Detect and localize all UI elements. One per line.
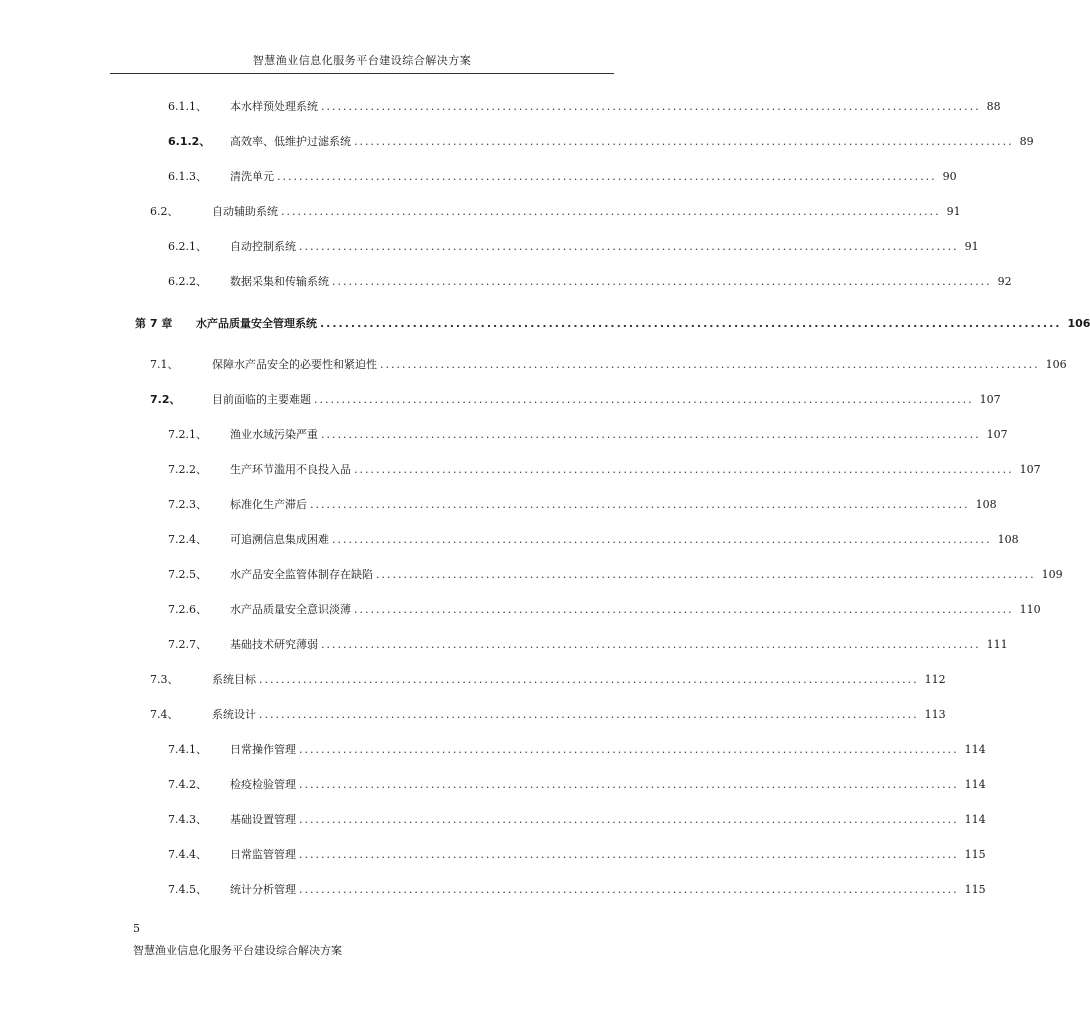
toc-entry-number: 7.2.6、 bbox=[168, 603, 207, 616]
toc-entry-page: 114 bbox=[964, 813, 986, 826]
toc-entry[interactable] bbox=[150, 391, 1001, 407]
toc-dot-leader: ........................................................................................................................ bbox=[299, 848, 959, 861]
toc-dot-leader: ........................................................................................................................ bbox=[299, 743, 959, 756]
toc-dot-leader: ........................................................................................................................ bbox=[281, 205, 941, 218]
toc-entry[interactable] bbox=[150, 671, 946, 687]
toc-entry-page: 107 bbox=[1019, 463, 1041, 476]
toc-dot-leader: ........................................................................................................................ bbox=[310, 498, 970, 511]
toc-entry-title: 基础技术研究薄弱 bbox=[230, 638, 318, 651]
toc-entry[interactable] bbox=[168, 636, 1008, 652]
toc-entry-title: 统计分析管理 bbox=[230, 883, 296, 896]
toc-entry-page: 115 bbox=[964, 883, 986, 896]
toc-entry-title: 本水样预处理系统 bbox=[230, 100, 318, 113]
toc-entry-page: 91 bbox=[946, 205, 961, 218]
toc-entry-number: 7.2.3、 bbox=[168, 498, 207, 511]
toc-entry-title: 高效率、低维护过滤系统 bbox=[230, 135, 351, 148]
toc-entry-number: 7.2.1、 bbox=[168, 428, 207, 441]
toc-entry[interactable] bbox=[168, 846, 986, 862]
toc-entry-number: 7.2.5、 bbox=[168, 568, 207, 581]
toc-entry-number: 7.2.7、 bbox=[168, 638, 207, 651]
toc-entry[interactable] bbox=[168, 273, 1012, 289]
toc-entry[interactable] bbox=[168, 133, 1034, 149]
toc-entry[interactable] bbox=[168, 168, 957, 184]
toc-entry-page: 108 bbox=[997, 533, 1019, 546]
toc-entry[interactable] bbox=[168, 741, 986, 757]
toc-entry-page: 113 bbox=[924, 708, 946, 721]
toc-entry-page: 92 bbox=[997, 275, 1012, 288]
toc-entry-number: 7.2.4、 bbox=[168, 533, 207, 546]
toc-entry-number: 6.1.2、 bbox=[168, 135, 211, 148]
toc-dot-leader: ........................................................................................................................ bbox=[332, 533, 992, 546]
toc-entry-title: 生产环节滥用不良投入品 bbox=[230, 463, 351, 476]
footer-page-number: 5 bbox=[133, 922, 140, 935]
toc-entry-number: 7.1、 bbox=[150, 358, 179, 371]
toc-entry-number: 7.4.1、 bbox=[168, 743, 207, 756]
toc-entry-number: 7.2.2、 bbox=[168, 463, 207, 476]
toc-entry-page: 112 bbox=[924, 673, 946, 686]
toc-dot-leader: ........................................................................................................................ bbox=[259, 708, 919, 721]
toc-entry-title: 保障水产品安全的必要性和紧迫性 bbox=[212, 358, 377, 371]
toc-dot-leader: ........................................................................................................................ bbox=[259, 673, 919, 686]
toc-entry[interactable] bbox=[150, 706, 946, 722]
toc-entry-title: 数据采集和传输系统 bbox=[230, 275, 329, 288]
toc-entry-page: 111 bbox=[986, 638, 1008, 651]
toc-entry-number: 7.4.5、 bbox=[168, 883, 207, 896]
toc-entry[interactable] bbox=[168, 566, 1063, 582]
toc-entry[interactable] bbox=[150, 356, 1067, 372]
toc-entry-number: 6.1.3、 bbox=[168, 170, 207, 183]
toc-entry-title: 基础设置管理 bbox=[230, 813, 296, 826]
toc-dot-leader: ........................................................................................................................ bbox=[277, 170, 937, 183]
toc-entry-number: 6.2.1、 bbox=[168, 240, 207, 253]
toc-dot-leader: ........................................................................................................................ bbox=[321, 638, 981, 651]
toc-entry[interactable] bbox=[168, 238, 979, 254]
toc-entry-title: 目前面临的主要难题 bbox=[212, 393, 311, 406]
toc-dot-leader: ........................................................................................................................ bbox=[354, 135, 1014, 148]
toc-entry-title: 可追溯信息集成困难 bbox=[230, 533, 329, 546]
toc-dot-leader: ........................................................................................................................ bbox=[299, 813, 959, 826]
toc-entry-page: 108 bbox=[975, 498, 997, 511]
toc-entry-page: 91 bbox=[964, 240, 979, 253]
toc-entry-page: 106 bbox=[1067, 317, 1090, 330]
toc-dot-leader: ........................................................................................................................ bbox=[354, 603, 1014, 616]
toc-entry-number: 6.2、 bbox=[150, 205, 179, 218]
toc-entry-page: 106 bbox=[1045, 358, 1067, 371]
toc-entry-title: 系统目标 bbox=[212, 673, 256, 686]
toc-entry-number: 7.4、 bbox=[150, 708, 179, 721]
toc-chapter-entry[interactable] bbox=[135, 315, 1090, 331]
toc-entry[interactable] bbox=[150, 203, 961, 219]
toc-entry-number: 6.2.2、 bbox=[168, 275, 207, 288]
toc-dot-leader: ........................................................................................................................ bbox=[299, 883, 959, 896]
toc-entry[interactable] bbox=[168, 531, 1019, 547]
toc-entry-page: 90 bbox=[942, 170, 957, 183]
toc-dot-leader: ........................................................................................................................ bbox=[321, 100, 981, 113]
toc-dot-leader: ........................................................................................................................ bbox=[314, 393, 974, 406]
toc-entry[interactable] bbox=[168, 811, 986, 827]
toc-entry-title: 自动辅助系统 bbox=[212, 205, 278, 218]
toc-entry-page: 110 bbox=[1019, 603, 1041, 616]
toc-dot-leader: ........................................................................................................................ bbox=[354, 463, 1014, 476]
toc-entry-page: 114 bbox=[964, 743, 986, 756]
toc-entry[interactable] bbox=[168, 601, 1041, 617]
toc-entry-number: 6.1.1、 bbox=[168, 100, 207, 113]
toc-entry-number: 7.3、 bbox=[150, 673, 179, 686]
toc-entry-number: 7.4.4、 bbox=[168, 848, 207, 861]
toc-entry-number: 7.4.3、 bbox=[168, 813, 207, 826]
toc-entry-title: 渔业水域污染严重 bbox=[230, 428, 318, 441]
toc-dot-leader: ........................................................................................................................ bbox=[299, 240, 959, 253]
toc-entry-title: 水产品质量安全意识淡薄 bbox=[230, 603, 351, 616]
toc-entry-number: 7.4.2、 bbox=[168, 778, 207, 791]
toc-entry[interactable] bbox=[168, 776, 986, 792]
toc-entry-page: 109 bbox=[1041, 568, 1063, 581]
toc-entry-title: 清洗单元 bbox=[230, 170, 274, 183]
toc-entry[interactable] bbox=[168, 496, 997, 512]
toc-dot-leader: ........................................................................................................................ bbox=[321, 428, 981, 441]
toc-entry-page: 115 bbox=[964, 848, 986, 861]
toc-entry-number: 7.2、 bbox=[150, 393, 181, 406]
header-divider bbox=[110, 73, 614, 74]
toc-entry-title: 检疫检验管理 bbox=[230, 778, 296, 791]
toc-entry-page: 88 bbox=[986, 100, 1001, 113]
toc-entry-title: 标准化生产滞后 bbox=[230, 498, 307, 511]
toc-entry-title: 日常监管管理 bbox=[230, 848, 296, 861]
toc-entry[interactable] bbox=[168, 98, 1001, 114]
toc-entry-page: 107 bbox=[986, 428, 1008, 441]
toc-entry-title: 系统设计 bbox=[212, 708, 256, 721]
toc-dot-leader: ........................................................................................................................ bbox=[376, 568, 1036, 581]
toc-entry-number: 第 7 章 bbox=[135, 317, 173, 330]
toc-entry-title: 日常操作管理 bbox=[230, 743, 296, 756]
toc-entry-title: 水产品质量安全管理系统 bbox=[196, 317, 317, 330]
footer-title: 智慧渔业信息化服务平台建设综合解决方案 bbox=[133, 944, 342, 957]
toc-entry[interactable] bbox=[168, 461, 1041, 477]
toc-entry-page: 107 bbox=[979, 393, 1001, 406]
toc-entry-page: 89 bbox=[1019, 135, 1034, 148]
toc-entry[interactable] bbox=[168, 881, 986, 897]
toc-entry-title: 水产品安全监管体制存在缺陷 bbox=[230, 568, 373, 581]
toc-dot-leader: ........................................................................................................................ bbox=[299, 778, 959, 791]
toc-dot-leader: ........................................................................................................................ bbox=[332, 275, 992, 288]
toc-dot-leader: ........................................................................................................................ bbox=[380, 358, 1040, 371]
toc-entry[interactable] bbox=[168, 426, 1008, 442]
toc-entry-title: 自动控制系统 bbox=[230, 240, 296, 253]
page-header-title: 智慧渔业信息化服务平台建设综合解决方案 bbox=[252, 54, 472, 67]
toc-dot-leader: ........................................................................................................................ bbox=[320, 317, 1062, 330]
toc-entry-page: 114 bbox=[964, 778, 986, 791]
